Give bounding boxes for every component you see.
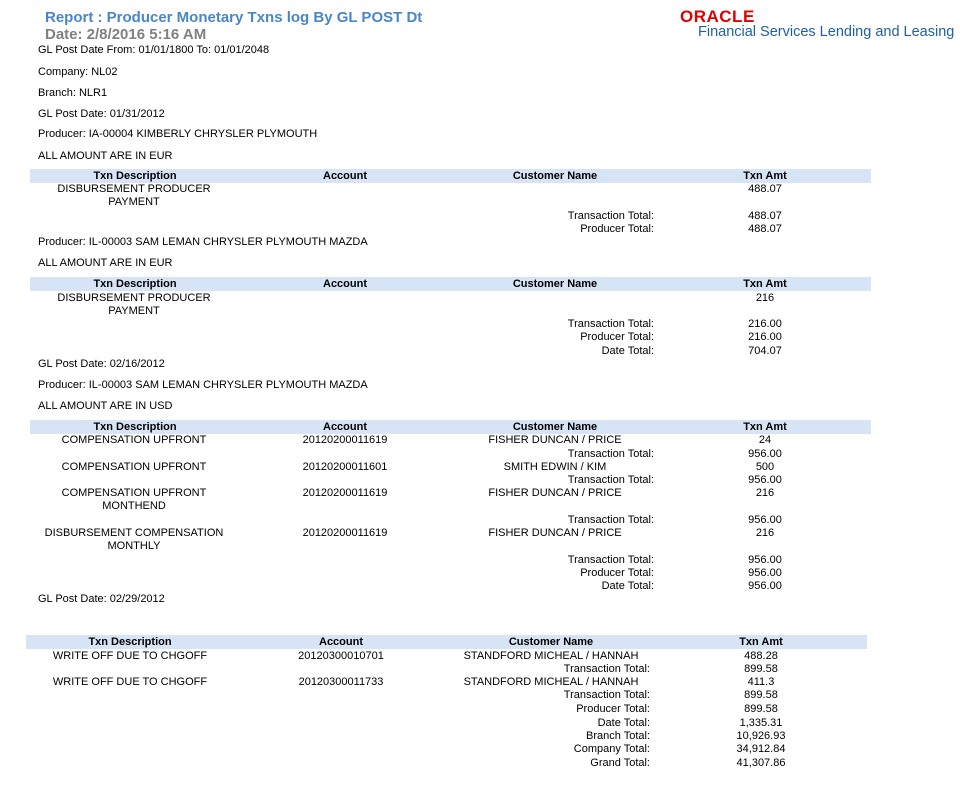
txn-description: WRITE OFF DUE TO CHGOFF [52, 676, 208, 688]
transaction-total-value: 488.07 [748, 210, 782, 222]
txn-amount: 216 [755, 292, 775, 304]
transaction-total-label: Transaction Total: [567, 318, 654, 330]
customer-name: FISHER DUNCAN / PRICE [488, 527, 622, 539]
transaction-total-value: 956.00 [748, 554, 782, 566]
col-txn-amt: Txn Amt [743, 278, 787, 290]
date-total-label: Date Total: [601, 580, 654, 592]
producer-total-label: Producer Total: [576, 703, 650, 715]
txn-description: DISBURSEMENT PRODUCER PAYMENT [57, 292, 211, 317]
currency-note: ALL AMOUNT ARE IN USD [38, 400, 173, 412]
customer-name: STANDFORD MICHEAL / HANNAH [463, 676, 639, 688]
customer-name: FISHER DUNCAN / PRICE [488, 434, 622, 446]
date-total-value: 956.00 [748, 580, 782, 592]
customer-name: SMITH EDWIN / KIM [503, 461, 607, 473]
account-number: 20120200011601 [302, 461, 388, 473]
account-number: 20120200011619 [302, 487, 388, 499]
branch-total-label: Branch Total: [585, 730, 650, 742]
transaction-total-value: 956.00 [748, 514, 782, 526]
transaction-total-value: 956.00 [748, 474, 782, 486]
transaction-total-label: Transaction Total: [563, 663, 650, 675]
date-total-value: 704.07 [748, 345, 782, 357]
company-total-label: Company Total: [573, 743, 650, 755]
gl-post-date: GL Post Date: 02/29/2012 [38, 593, 165, 605]
col-customer-name: Customer Name [512, 421, 598, 433]
col-txn-amt: Txn Amt [739, 636, 783, 648]
col-customer-name: Customer Name [508, 636, 594, 648]
txn-amount: 216 [755, 527, 775, 539]
gl-date-range: GL Post Date From: 01/01/1800 To: 01/01/2048 [38, 44, 270, 56]
transaction-total-label: Transaction Total: [567, 474, 654, 486]
txn-description: COMPENSATION UPFRONT [61, 434, 207, 446]
txn-description: DISBURSEMENT COMPENSATION MONTHLY [44, 527, 224, 552]
producer-line: Producer: IL-00003 SAM LEMAN CHRYSLER PLYMOUTH MAZDA [38, 236, 368, 248]
col-txn-amt: Txn Amt [743, 421, 787, 433]
col-txn-description: Txn Description [93, 278, 177, 290]
transaction-total-label: Transaction Total: [567, 554, 654, 566]
producer-line: Producer: IA-00004 KIMBERLY CHRYSLER PLYMOUTH [38, 128, 318, 140]
company-total-value: 34,912.84 [736, 743, 786, 755]
grand-total-label: Grand Total: [590, 757, 650, 769]
transaction-total-label: Transaction Total: [567, 210, 654, 222]
col-account: Account [323, 278, 367, 290]
producer-total-label: Producer Total: [580, 331, 654, 343]
col-txn-description: Txn Description [88, 636, 172, 648]
branch-line: Branch: NLR1 [38, 87, 108, 99]
branch-total-value: 10,926.93 [736, 730, 786, 742]
col-txn-amt: Txn Amt [743, 170, 787, 182]
producer-line: Producer: IL-00003 SAM LEMAN CHRYSLER PLYMOUTH MAZDA [38, 379, 368, 391]
currency-note: ALL AMOUNT ARE IN EUR [38, 150, 173, 162]
col-customer-name: Customer Name [512, 278, 598, 290]
txn-description: COMPENSATION UPFRONT [61, 461, 207, 473]
txn-amount: 488.07 [748, 183, 782, 195]
date-total-label: Date Total: [601, 345, 654, 357]
report-date: Date: 2/8/2016 5:16 AM [45, 26, 207, 43]
producer-total-value: 899.58 [744, 703, 778, 715]
producer-total-label: Producer Total: [580, 567, 654, 579]
account-number: 20120200011619 [302, 527, 388, 539]
txn-description: WRITE OFF DUE TO CHGOFF [52, 650, 208, 662]
txn-amount: 488.28 [744, 650, 778, 662]
col-txn-description: Txn Description [93, 170, 177, 182]
report-title: Report : Producer Monetary Txns log By GL POST Dt [45, 9, 423, 26]
txn-amount: 500 [755, 461, 775, 473]
txn-description: DISBURSEMENT PRODUCER PAYMENT [57, 183, 211, 208]
producer-total-value: 488.07 [748, 223, 782, 235]
txn-amount: 216 [755, 487, 775, 499]
txn-amount: 411.3 [747, 676, 775, 688]
customer-name: STANDFORD MICHEAL / HANNAH [463, 650, 639, 662]
transaction-total-value: 899.58 [744, 663, 778, 675]
transaction-total-value: 216.00 [748, 318, 782, 330]
producer-total-label: Producer Total: [580, 223, 654, 235]
date-total-label: Date Total: [597, 717, 650, 729]
logo-subtitle: Financial Services Lending and Leasing [698, 24, 955, 40]
txn-description: COMPENSATION UPFRONT MONTHEND [61, 487, 207, 512]
col-account: Account [319, 636, 363, 648]
col-account: Account [323, 421, 367, 433]
account-number: 20120300010701 [298, 650, 384, 662]
gl-post-date: GL Post Date: 01/31/2012 [38, 108, 165, 120]
gl-post-date: GL Post Date: 02/16/2012 [38, 358, 165, 370]
grand-total-value: 41,307.86 [736, 757, 786, 769]
producer-total-value: 216.00 [748, 331, 782, 343]
transaction-total-label: Transaction Total: [567, 448, 654, 460]
txn-amount: 24 [758, 434, 772, 446]
transaction-total-value: 956.00 [748, 448, 782, 460]
col-customer-name: Customer Name [512, 170, 598, 182]
transaction-total-value: 899.58 [744, 689, 778, 701]
company-line: Company: NL02 [38, 66, 118, 78]
col-txn-description: Txn Description [93, 421, 177, 433]
col-account: Account [323, 170, 367, 182]
producer-total-value: 956.00 [748, 567, 782, 579]
transaction-total-label: Transaction Total: [567, 514, 654, 526]
customer-name: FISHER DUNCAN / PRICE [488, 487, 622, 499]
account-number: 20120300011733 [298, 676, 384, 688]
account-number: 20120200011619 [302, 434, 388, 446]
oracle-logo: ORACLE [680, 7, 755, 26]
date-total-value: 1,335.31 [739, 717, 783, 729]
transaction-total-label: Transaction Total: [563, 689, 650, 701]
currency-note: ALL AMOUNT ARE IN EUR [38, 257, 173, 269]
